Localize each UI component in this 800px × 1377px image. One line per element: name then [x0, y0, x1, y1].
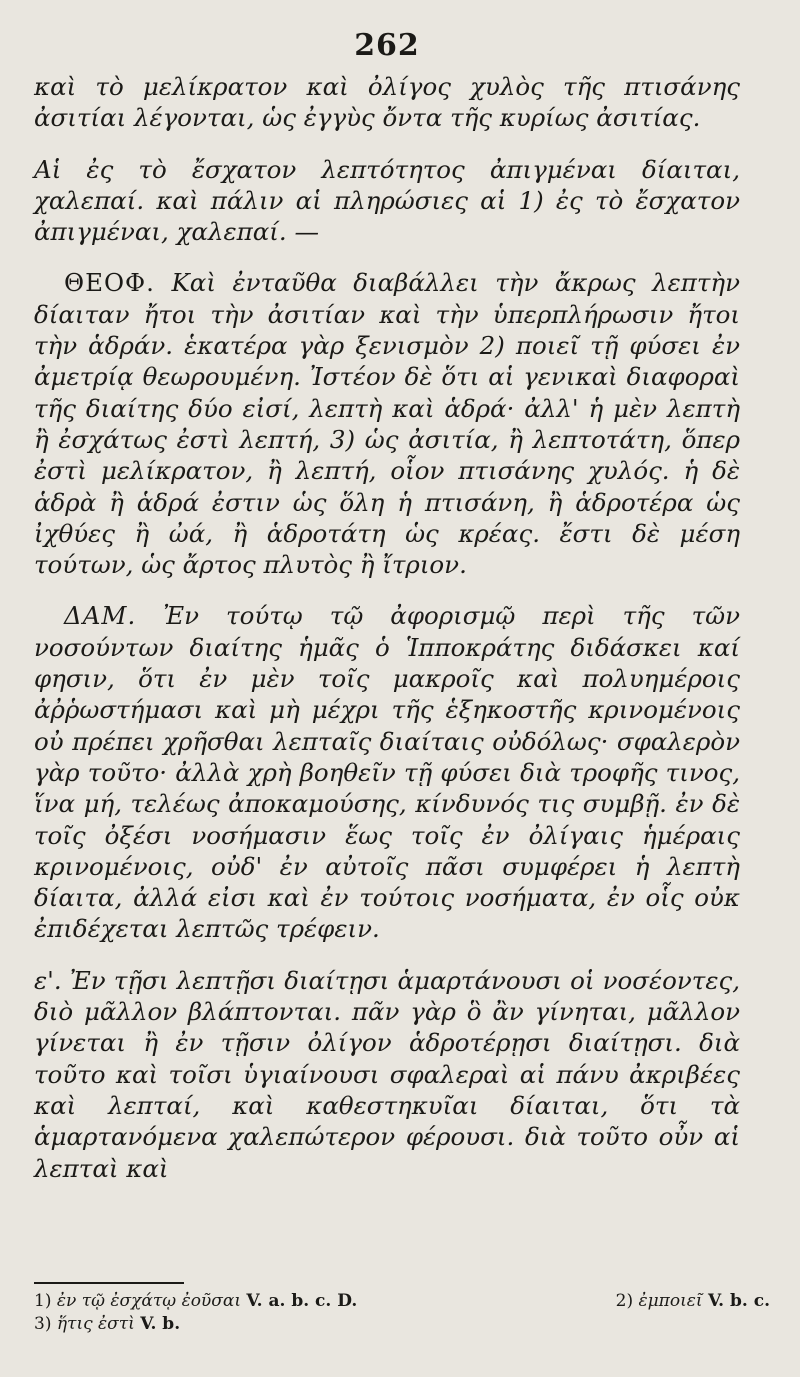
aphorism-number: ε'. [34, 965, 62, 995]
paragraph-aphorism-4 [34, 154, 740, 248]
paragraph-damascius [34, 600, 740, 944]
footnote-text: ἐμποιεῖ [638, 1291, 703, 1311]
paragraph-text: Καὶ ἐνταῦθα διαβάλλει τὴν ἄκρως λεπτὴν δίαιταν ἤτοι τὴν ἀσιτίαν καὶ τὴν ὑπερπλήρωσιν ἤτοι τὴν ἁδράν. ἑκατέρα γὰρ ξενισμὸν 2) ποιεῖ τῇ φύσει ἐν ἀμετρίᾳ θεωρουμένη. Ἰστέον δὲ ὅτι αἱ γενικαὶ διαφοραὶ τῆς διαίτης δύο εἰσί, λεπτὴ καὶ ἁδρά· ἀλλ' ἡ μὲν λεπτὴ ἢ ἐσχάτως ἐστὶ λεπτή, 3) ὡς ἀσιτία, ἢ λεπτοτάτη, ὅπερ ἐστὶ μελίκρατον, ἢ λεπτή, οἷον πτισάνης χυλός. ἡ δὲ ἁδρὰ ἢ ἁδρά ἐστιν ὡς ὅλη ἡ πτισάνη, ἢ ἁδροτέρα ὡς ἰχθύες ἢ ὠά, ἢ ἁδροτάτη ὡς κρέας. ἔστι δὲ μέση τούτων, ὡς ἄρτος πλυτὸς ἢ ἴτριον. [34, 268, 740, 580]
footnote-marker: 2) [615, 1291, 634, 1311]
footnotes [34, 1290, 770, 1336]
footnote-text: ἐν τῷ ἐσχάτῳ ἐοῦσαι [56, 1291, 242, 1311]
speaker-label: ΔΑΜ. [64, 601, 137, 631]
footnote-text: ἥτις ἐστὶ [56, 1314, 135, 1334]
footnote-marker: 1) [34, 1291, 52, 1311]
footnote-1 [34, 1290, 357, 1313]
paragraph-aphorism-5 [34, 965, 740, 1184]
footnote-marker: 3) [34, 1314, 52, 1334]
footnote-sigla: V. b. c. [707, 1291, 770, 1311]
footnote-rule [34, 1282, 184, 1284]
speaker-label: ΘΕΟΦ. [64, 268, 155, 298]
paragraph-text: Ἐν τούτῳ τῷ ἀφορισμῷ περὶ τῆς τῶν νοσούντων διαίτης ἡμᾶς ὁ Ἱπποκράτης διδάσκει καί φησιν, ὅτι ἐν μὲν τοῖς μακροῖς καὶ πολυημέροις ἀῤῥωστήμασι καὶ μὴ μέχρι τῆς ἑξηκοστῆς κρινομένοις οὐ πρέπει χρῆσθαι λεπταῖς διαίταις οὐδόλως· σφαλερὸν γὰρ τοῦτο· ἀλλὰ χρὴ βοηθεῖν τῇ φύσει διὰ τροφῆς τινος, ἵνα μή, τελέως ἀποκαμούσης, κίνδυνός τις συμβῇ. ἐν δὲ τοῖς ὀξέσι νοσήμασιν ἕως τοῖς ἐν ὀλίγαις ἡμέραις κρινομένοις, οὐδ' ἐν αὐτοῖς πᾶσι συμφέρει ἡ λεπτὴ δίαιτα, ἀλλά εἰσι καὶ ἐν τούτοις νοσήματα, ἐν οἷς οὐκ ἐπιδέχεται λεπτῶς τρέφειν. [34, 601, 740, 944]
footnote-3 [34, 1313, 770, 1336]
paragraph-text: Ἐν τῇσι λεπτῇσι διαίτῃσι ἁμαρτάνουσι οἱ νοσέοντες, διὸ μᾶλλον βλάπτονται. πᾶν γὰρ ὃ ἂν γίνηται, μᾶλλον γίνεται ἢ ἐν τῇσιν ὀλίγον ἁδροτέρῃσι διαίτῃσι. διὰ τοῦτο καὶ τοῖσι ὑγιαίνουσι σφαλεραὶ αἱ πάνυ ἀκριβέες καὶ λεπταί, καὶ καθεστηκυῖαι δίαιται, ὅτι τὰ ἁμαρτανόμενα χαλεπώτερον φέρουσι. διὰ τοῦτο οὖν αἱ λεπταὶ καὶ [34, 965, 740, 1183]
paragraph-intro [34, 71, 740, 134]
paragraph-theophilus [34, 267, 740, 580]
page-number: 262 [354, 28, 420, 63]
footnote-row [34, 1290, 770, 1313]
footnote-2 [616, 1290, 770, 1313]
footnote-sigla: V. b. [140, 1314, 181, 1334]
paragraph-text: Αἱ ἐς τὸ ἔσχατον λεπτότητος ἀπιγμέναι δίαιται, χαλεπαί. καὶ πάλιν αἱ πληρώσιες αἱ 1) ἐς τὸ ἔσχατον ἀπιγμέναι, χαλεπαί. — [34, 154, 740, 247]
paragraph-text: καὶ τὸ μελίκρατον καὶ ὀλίγος χυλὸς τῆς πτισάνης ἀσιτίαι λέγονται, ὡς ἐγγὺς ὄντα τῆς κυρίως ἀσιτίας. [34, 72, 740, 133]
footnote-sigla: V. a. b. c. D. [246, 1291, 358, 1311]
